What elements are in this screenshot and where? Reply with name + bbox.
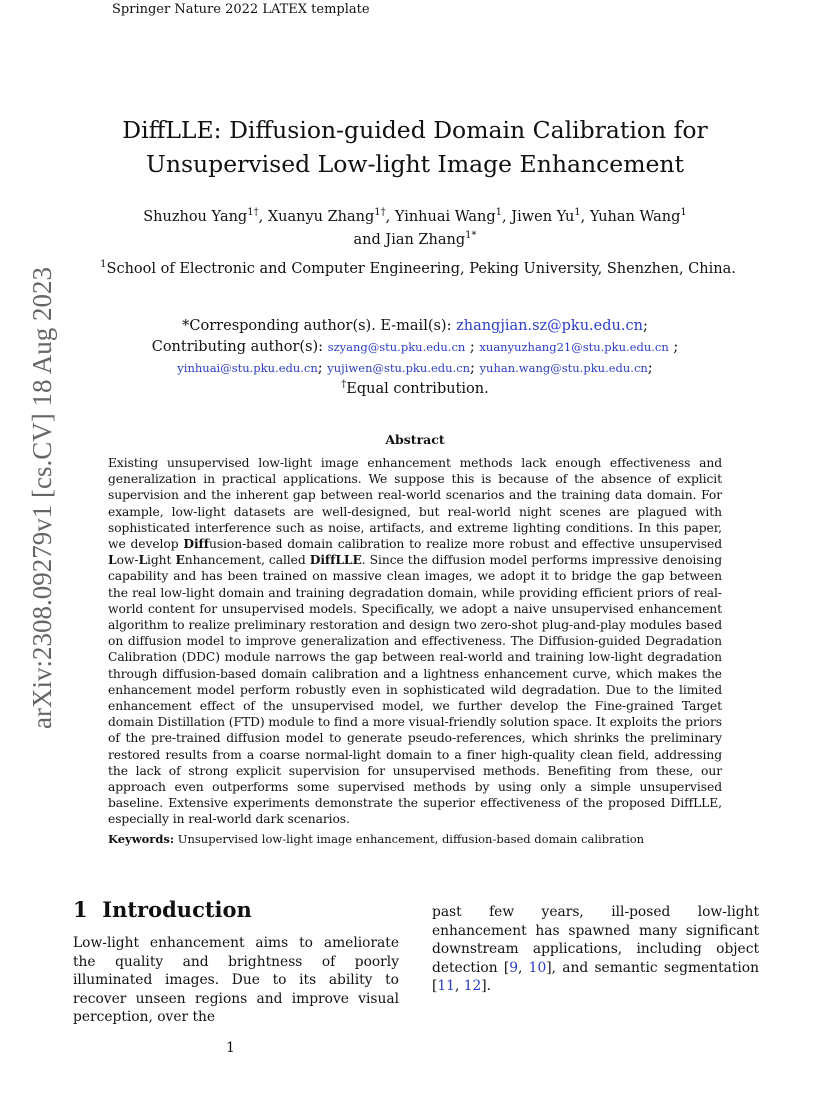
keywords-text: Unsupervised low-light image enhancement, diffusion-based domain calibration [177, 832, 645, 846]
author-name: Yuhan Wang [589, 209, 681, 225]
abstract-body [108, 455, 722, 828]
abstract-bold: DiffLLE [309, 552, 362, 568]
contributor-email-link[interactable]: yujiwen@stu.pku.edu.cn [327, 361, 471, 375]
contributor-email-link[interactable]: szyang@stu.pku.edu.cn [327, 340, 466, 354]
author-affil-mark: 1 [495, 207, 503, 219]
section-number: 1 [73, 897, 88, 922]
paper-title [112, 113, 718, 181]
intro-text: ]. [481, 978, 492, 994]
intro-text: , [518, 959, 529, 976]
affiliation [98, 258, 738, 281]
equal-contribution-mark: † [341, 379, 347, 391]
equal-contribution-note [112, 379, 718, 400]
abstract-text: ight [147, 553, 176, 568]
arxiv-sidebar-stamp: arXiv:2308.09279v1 [cs.CV] 18 Aug 2023 [27, 267, 57, 729]
intro-text: , [454, 978, 464, 994]
keywords-line [108, 832, 722, 846]
corresponding-label: *Corresponding author(s). E-mail(s): [182, 318, 452, 334]
title-line-2: Unsupervised Low-light Image Enhancement [146, 150, 684, 178]
affiliation-text: School of Electronic and Computer Engineering, Peking University, Shenzhen, China. [106, 261, 736, 277]
running-header: Springer Nature 2022 LATEX template [112, 2, 370, 17]
corresponding-email-link[interactable]: zhangjian.sz@pku.edu.cn [456, 318, 643, 334]
contributing-line: Contributing author(s): szyang@stu.pku.edu.cn ; xuanyuzhang21@stu.pku.edu.cn ; [151, 339, 679, 355]
keywords-label: Keywords: [108, 832, 175, 846]
abstract-text: usion-based domain calibration to realize more robust and effective unsupervised [208, 537, 722, 552]
contributor-email-link[interactable]: xuanyuzhang21@stu.pku.edu.cn [479, 340, 669, 354]
contributing-label: Contributing author(s): [151, 339, 324, 355]
intro-column-left: Low-light enhancement aims to ameliorate the quality and brightness of poorly illuminated images. Due to its ability to recover unseen regions and improve visual perception, over the [73, 935, 399, 1025]
intro-text: past few years, ill-posed low-light enhancement has spawned many significant downstream applications, including object detection [ [432, 904, 759, 976]
section-heading [73, 897, 252, 922]
contributor-email-link[interactable]: yuhan.wang@stu.pku.edu.cn [479, 361, 648, 375]
author-affil-mark: 1 [574, 207, 581, 219]
author-name: Yinhuai Wang [394, 209, 496, 225]
author-name: Jiwen Yu [511, 209, 575, 225]
abstract-bold: L [108, 552, 117, 568]
citation-link[interactable]: 9 [509, 959, 519, 976]
abstract-bold: Diff [183, 536, 209, 552]
affil-mark: 1 [100, 259, 107, 271]
abstract-text: Existing unsupervised low-light image enhancement methods lack enough effectiveness and generalization in practical applications. We suppose this is because of the absence of explicit supervision and the inherent gap between real-world scenarios and the training data domain. For example, low-light datasets are well-designed, but real-world night scenes are plagued with sophisticated interference such as noise, artifacts, and extreme lighting conditions. In this paper, we develop [108, 456, 722, 552]
corresponding-line: *Corresponding author(s). E-mail(s): zhangjian.sz@pku.edu.cn; [182, 318, 648, 334]
abstract-bold: L [138, 552, 148, 568]
and-word: and [353, 232, 381, 248]
contributing-line-2: yinhuai@stu.pku.edu.cn; yujiwen@stu.pku.edu.cn; yuhan.wang@stu.pku.edu.cn; [177, 360, 653, 376]
author-affil-mark: 1* [465, 230, 477, 242]
citation-link[interactable]: 12 [463, 978, 482, 994]
author-affil-mark: 1 [680, 207, 687, 219]
equal-contribution-text: Equal contribution. [346, 381, 489, 397]
intro-text: ], and semantic segmentation [ [432, 959, 759, 994]
citation-link[interactable]: 10 [528, 959, 547, 976]
abstract-text: ow- [116, 553, 139, 568]
contributor-email-link[interactable]: yinhuai@stu.pku.edu.cn [177, 361, 318, 375]
abstract-bold: E [175, 552, 185, 568]
author-line-2 [112, 229, 718, 252]
author-name: Jian Zhang [385, 232, 466, 248]
author-affil-mark: 1† [247, 207, 259, 219]
author-name: Xuanyu Zhang [267, 209, 375, 225]
author-name: Shuzhou Yang [143, 209, 248, 225]
contact-block [112, 316, 718, 400]
author-affil-mark: 1† [374, 207, 386, 219]
abstract-text: nhancement, called [184, 553, 310, 568]
title-line-1: DiffLLE: Diffusion-guided Domain Calibration for [122, 116, 708, 144]
intro-column-right [432, 903, 759, 996]
abstract-text: . Since the diffusion model performs impressive denoising capability and has been trained on massive clean images, we adopt it to bridge the gap between the real low-light domain and training degradation domain, while providing efficient priors of real-world content for unsupervised models. Specifically, we adopt a naive unsupervised enhancement algorithm to realize preliminary restoration and design two zero-shot plug-and-play modules based on diffusion model to improve generalization and effectiveness. The Diffusion-guided Degradation Calibration (DDC) module narrows the gap between real-world and training low-light degradation through diffusion-based domain calibration and a lightness enhancement curve, which makes the enhancement model perform robustly even in sophisticated wild degradation. Due to the limited enhancement effect of the unsupervised model, we further develop the Fine-grained Target domain Distillation (FTD) module to find a more visual-friendly solution space. It exploits the priors of the pre-trained diffusion model to generate pseudo-references, which shrinks the preliminary restored results from a coarse normal-light domain to a finer high-quality clean field, addressing the lack of strong explicit supervision for unsupervised methods. Benefiting from these, our approach even outperforms some supervised methods by using only a simple unsupervised baseline. Extensive experiments demonstrate the superior effectiveness of the proposed DiffLLE, especially in real-world dark scenarios. [108, 553, 722, 827]
author-list [112, 206, 718, 252]
abstract-heading: Abstract [385, 432, 445, 447]
section-title: Introduction [102, 897, 252, 922]
citation-link[interactable]: 11 [437, 978, 455, 994]
author-line-1: Shuzhou Yang$^{1\dagger}$, Xuanyu Zhang$^{1\dagger}$, Yinhuai Wang$^1$, Jiwen Yu$^1$, Yuhan Wang$^1$ [143, 207, 687, 225]
page-number: 1 [226, 1040, 235, 1056]
